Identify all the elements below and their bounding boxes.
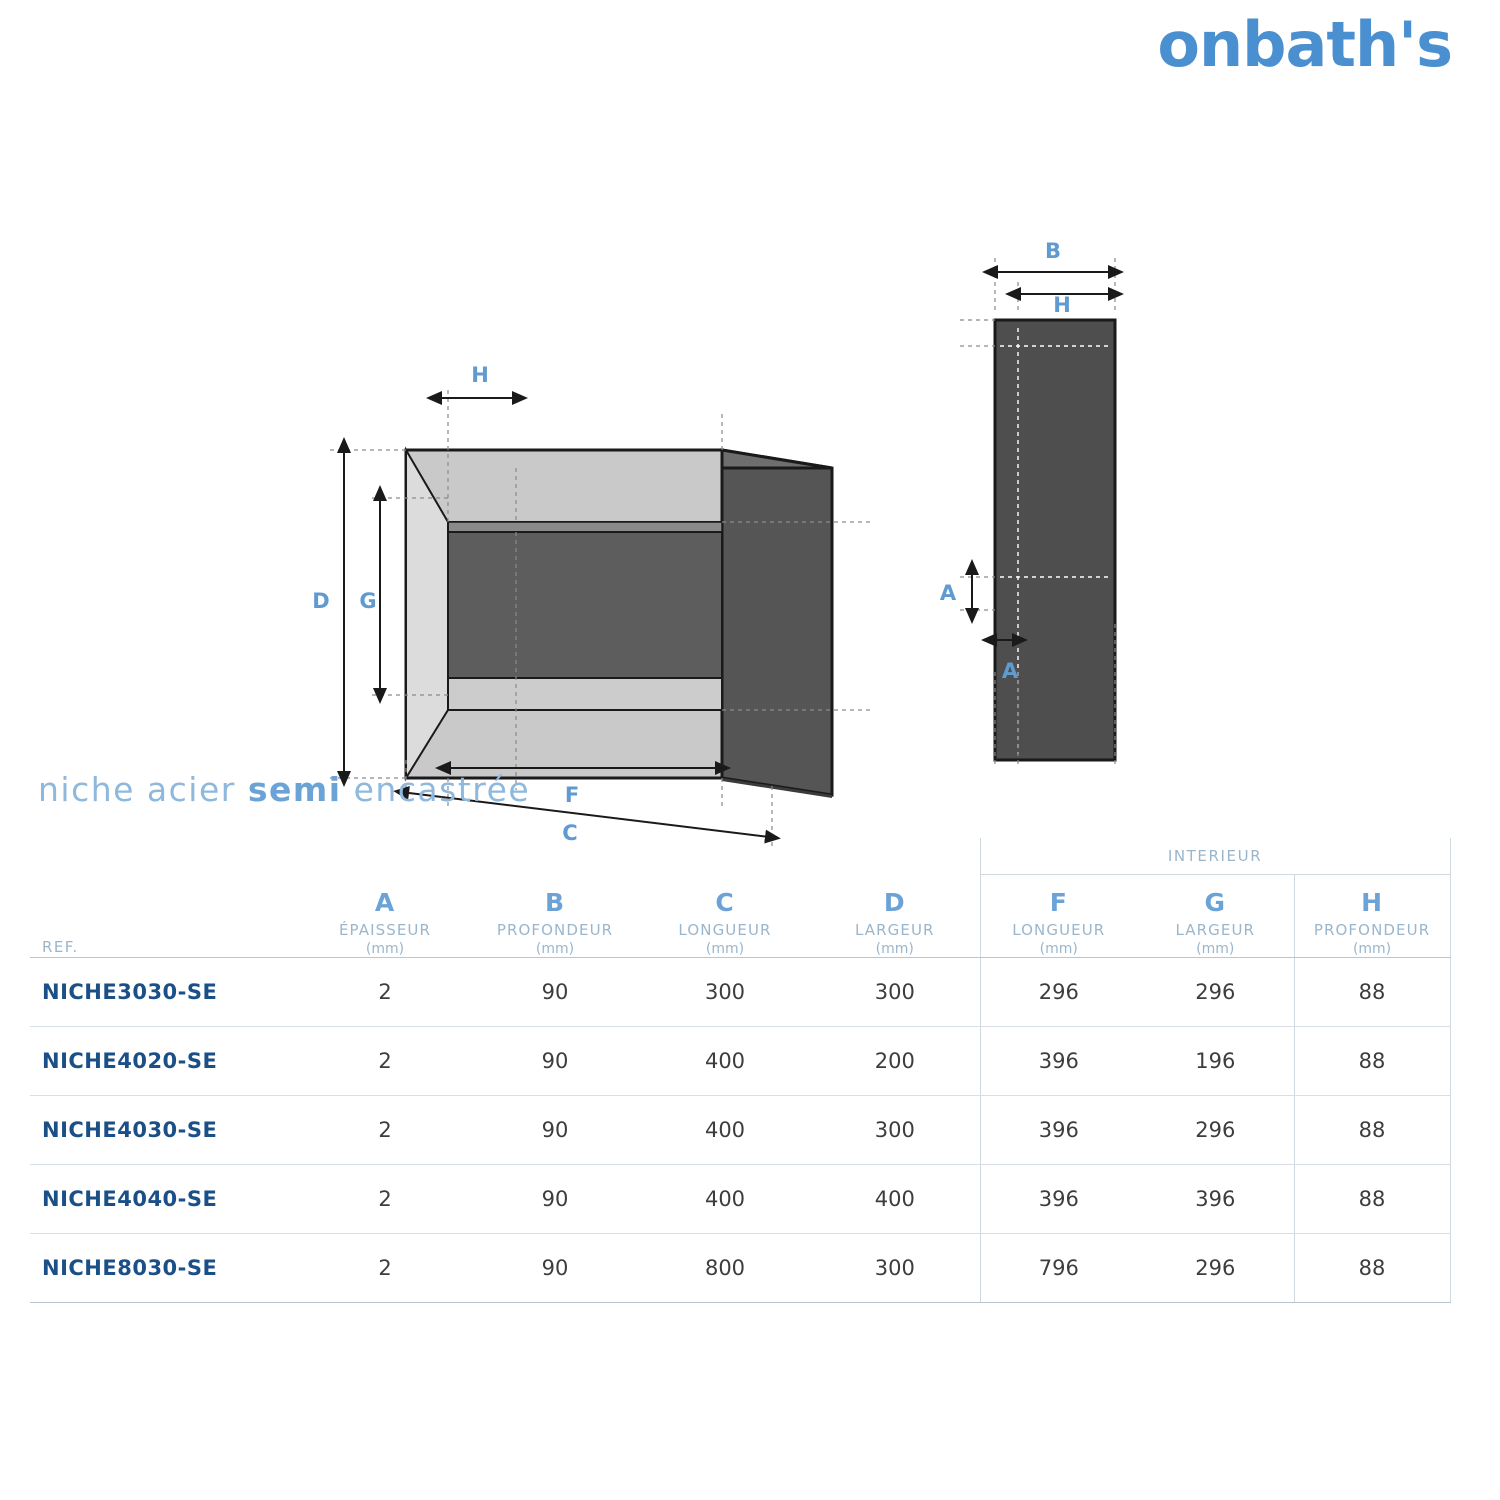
table-row xyxy=(30,1027,1450,1096)
cell-ref: NICHE3030-SE xyxy=(30,958,300,1027)
title-bold: semi xyxy=(247,770,342,809)
column-header-b xyxy=(470,875,640,958)
column-unit-c: (mm) xyxy=(705,941,745,957)
table-group-header-row xyxy=(30,838,1450,875)
table-row xyxy=(30,958,1450,1027)
cell-g: 296 xyxy=(1137,958,1294,1027)
cell-ref: NICHE4040-SE xyxy=(30,1165,300,1234)
table-body xyxy=(30,958,1450,1303)
group-header-empty xyxy=(30,838,980,875)
column-caption-g: LARGEUR xyxy=(1175,921,1256,939)
group-header-interieur: INTERIEUR xyxy=(980,838,1450,875)
table-row xyxy=(30,1096,1450,1165)
cell-h: 88 xyxy=(1294,1165,1450,1234)
cell-g: 396 xyxy=(1137,1165,1294,1234)
cell-d: 400 xyxy=(810,1165,980,1234)
table-row xyxy=(30,1234,1450,1303)
column-letter-c: C xyxy=(715,888,735,917)
dim-label-G: G xyxy=(359,589,377,613)
cell-a: 2 xyxy=(300,958,470,1027)
column-header-g xyxy=(1137,875,1294,958)
cell-a: 2 xyxy=(300,1027,470,1096)
cell-h: 88 xyxy=(1294,1096,1450,1165)
cell-g: 296 xyxy=(1137,1096,1294,1165)
cell-d: 300 xyxy=(810,1234,980,1303)
cell-b: 90 xyxy=(470,1027,640,1096)
dim-label-A-vertical: A xyxy=(939,581,957,605)
cell-c: 400 xyxy=(640,1096,810,1165)
dim-label-A-horizontal: A xyxy=(1001,659,1019,683)
title-pre: niche acier xyxy=(38,770,248,809)
column-caption-f: LONGUEUR xyxy=(1012,921,1106,939)
column-header-h xyxy=(1294,875,1450,958)
cell-f: 396 xyxy=(980,1165,1137,1234)
column-header-f xyxy=(980,875,1137,958)
column-unit-b: (mm) xyxy=(535,941,575,957)
cell-c: 300 xyxy=(640,958,810,1027)
dim-label-H-iso: H xyxy=(471,363,489,387)
cell-a: 2 xyxy=(300,1165,470,1234)
column-caption-c: LONGUEUR xyxy=(678,921,772,939)
cell-h: 88 xyxy=(1294,1027,1450,1096)
table-header-row xyxy=(30,875,1450,958)
column-header-ref-label: REF. xyxy=(42,938,79,956)
dim-label-H-side: H xyxy=(1053,293,1071,317)
column-letter-a: A xyxy=(374,888,396,917)
dim-label-D: D xyxy=(312,589,330,613)
column-caption-d: LARGEUR xyxy=(854,921,935,939)
cell-c: 800 xyxy=(640,1234,810,1303)
cell-b: 90 xyxy=(470,1234,640,1303)
column-letter-d: D xyxy=(883,888,906,917)
cell-f: 396 xyxy=(980,1096,1137,1165)
cell-b: 90 xyxy=(470,1165,640,1234)
cell-f: 396 xyxy=(980,1027,1137,1096)
column-unit-d: (mm) xyxy=(875,941,914,957)
cell-h: 88 xyxy=(1294,1234,1450,1303)
cell-d: 300 xyxy=(810,958,980,1027)
cell-a: 2 xyxy=(300,1234,470,1303)
cell-a: 2 xyxy=(300,1096,470,1165)
dim-label-C: C xyxy=(562,821,578,845)
column-caption-a: ÉPAISSEUR xyxy=(338,921,432,939)
cell-h: 88 xyxy=(1294,958,1450,1027)
dim-label-B: B xyxy=(1044,239,1062,263)
niche-side-view xyxy=(940,239,1115,764)
cell-ref: NICHE4030-SE xyxy=(30,1096,300,1165)
cell-d: 200 xyxy=(810,1027,980,1096)
column-unit-g: (mm) xyxy=(1196,941,1235,957)
cell-b: 90 xyxy=(470,958,640,1027)
page-title xyxy=(38,770,530,809)
cell-g: 196 xyxy=(1137,1027,1294,1096)
column-unit-f: (mm) xyxy=(1039,941,1078,957)
cell-f: 796 xyxy=(980,1234,1137,1303)
column-header-c xyxy=(640,875,810,958)
column-letter-g: G xyxy=(1204,888,1227,917)
column-unit-a: (mm) xyxy=(365,941,405,957)
column-letter-f: F xyxy=(1049,888,1068,917)
column-caption-h: PROFONDEUR xyxy=(1313,921,1431,939)
column-letter-h: H xyxy=(1361,888,1384,917)
column-unit-h: (mm) xyxy=(1352,941,1392,957)
column-letter-b: B xyxy=(544,888,566,917)
cell-c: 400 xyxy=(640,1165,810,1234)
brand-logo: onbath's xyxy=(1157,8,1452,81)
cell-g: 296 xyxy=(1137,1234,1294,1303)
cell-d: 300 xyxy=(810,1096,980,1165)
table-row xyxy=(30,1165,1450,1234)
cell-b: 90 xyxy=(470,1096,640,1165)
cell-c: 400 xyxy=(640,1027,810,1096)
specification-table xyxy=(30,838,1450,1303)
dim-label-F: F xyxy=(564,783,580,807)
title-post: encastrée xyxy=(341,770,531,809)
cell-ref: NICHE4020-SE xyxy=(30,1027,300,1096)
cell-ref: NICHE8030-SE xyxy=(30,1234,300,1303)
column-caption-b: PROFONDEUR xyxy=(496,921,614,939)
column-header-a xyxy=(300,875,470,958)
column-header-ref xyxy=(30,875,300,958)
cell-f: 296 xyxy=(980,958,1137,1027)
column-header-d xyxy=(810,875,980,958)
